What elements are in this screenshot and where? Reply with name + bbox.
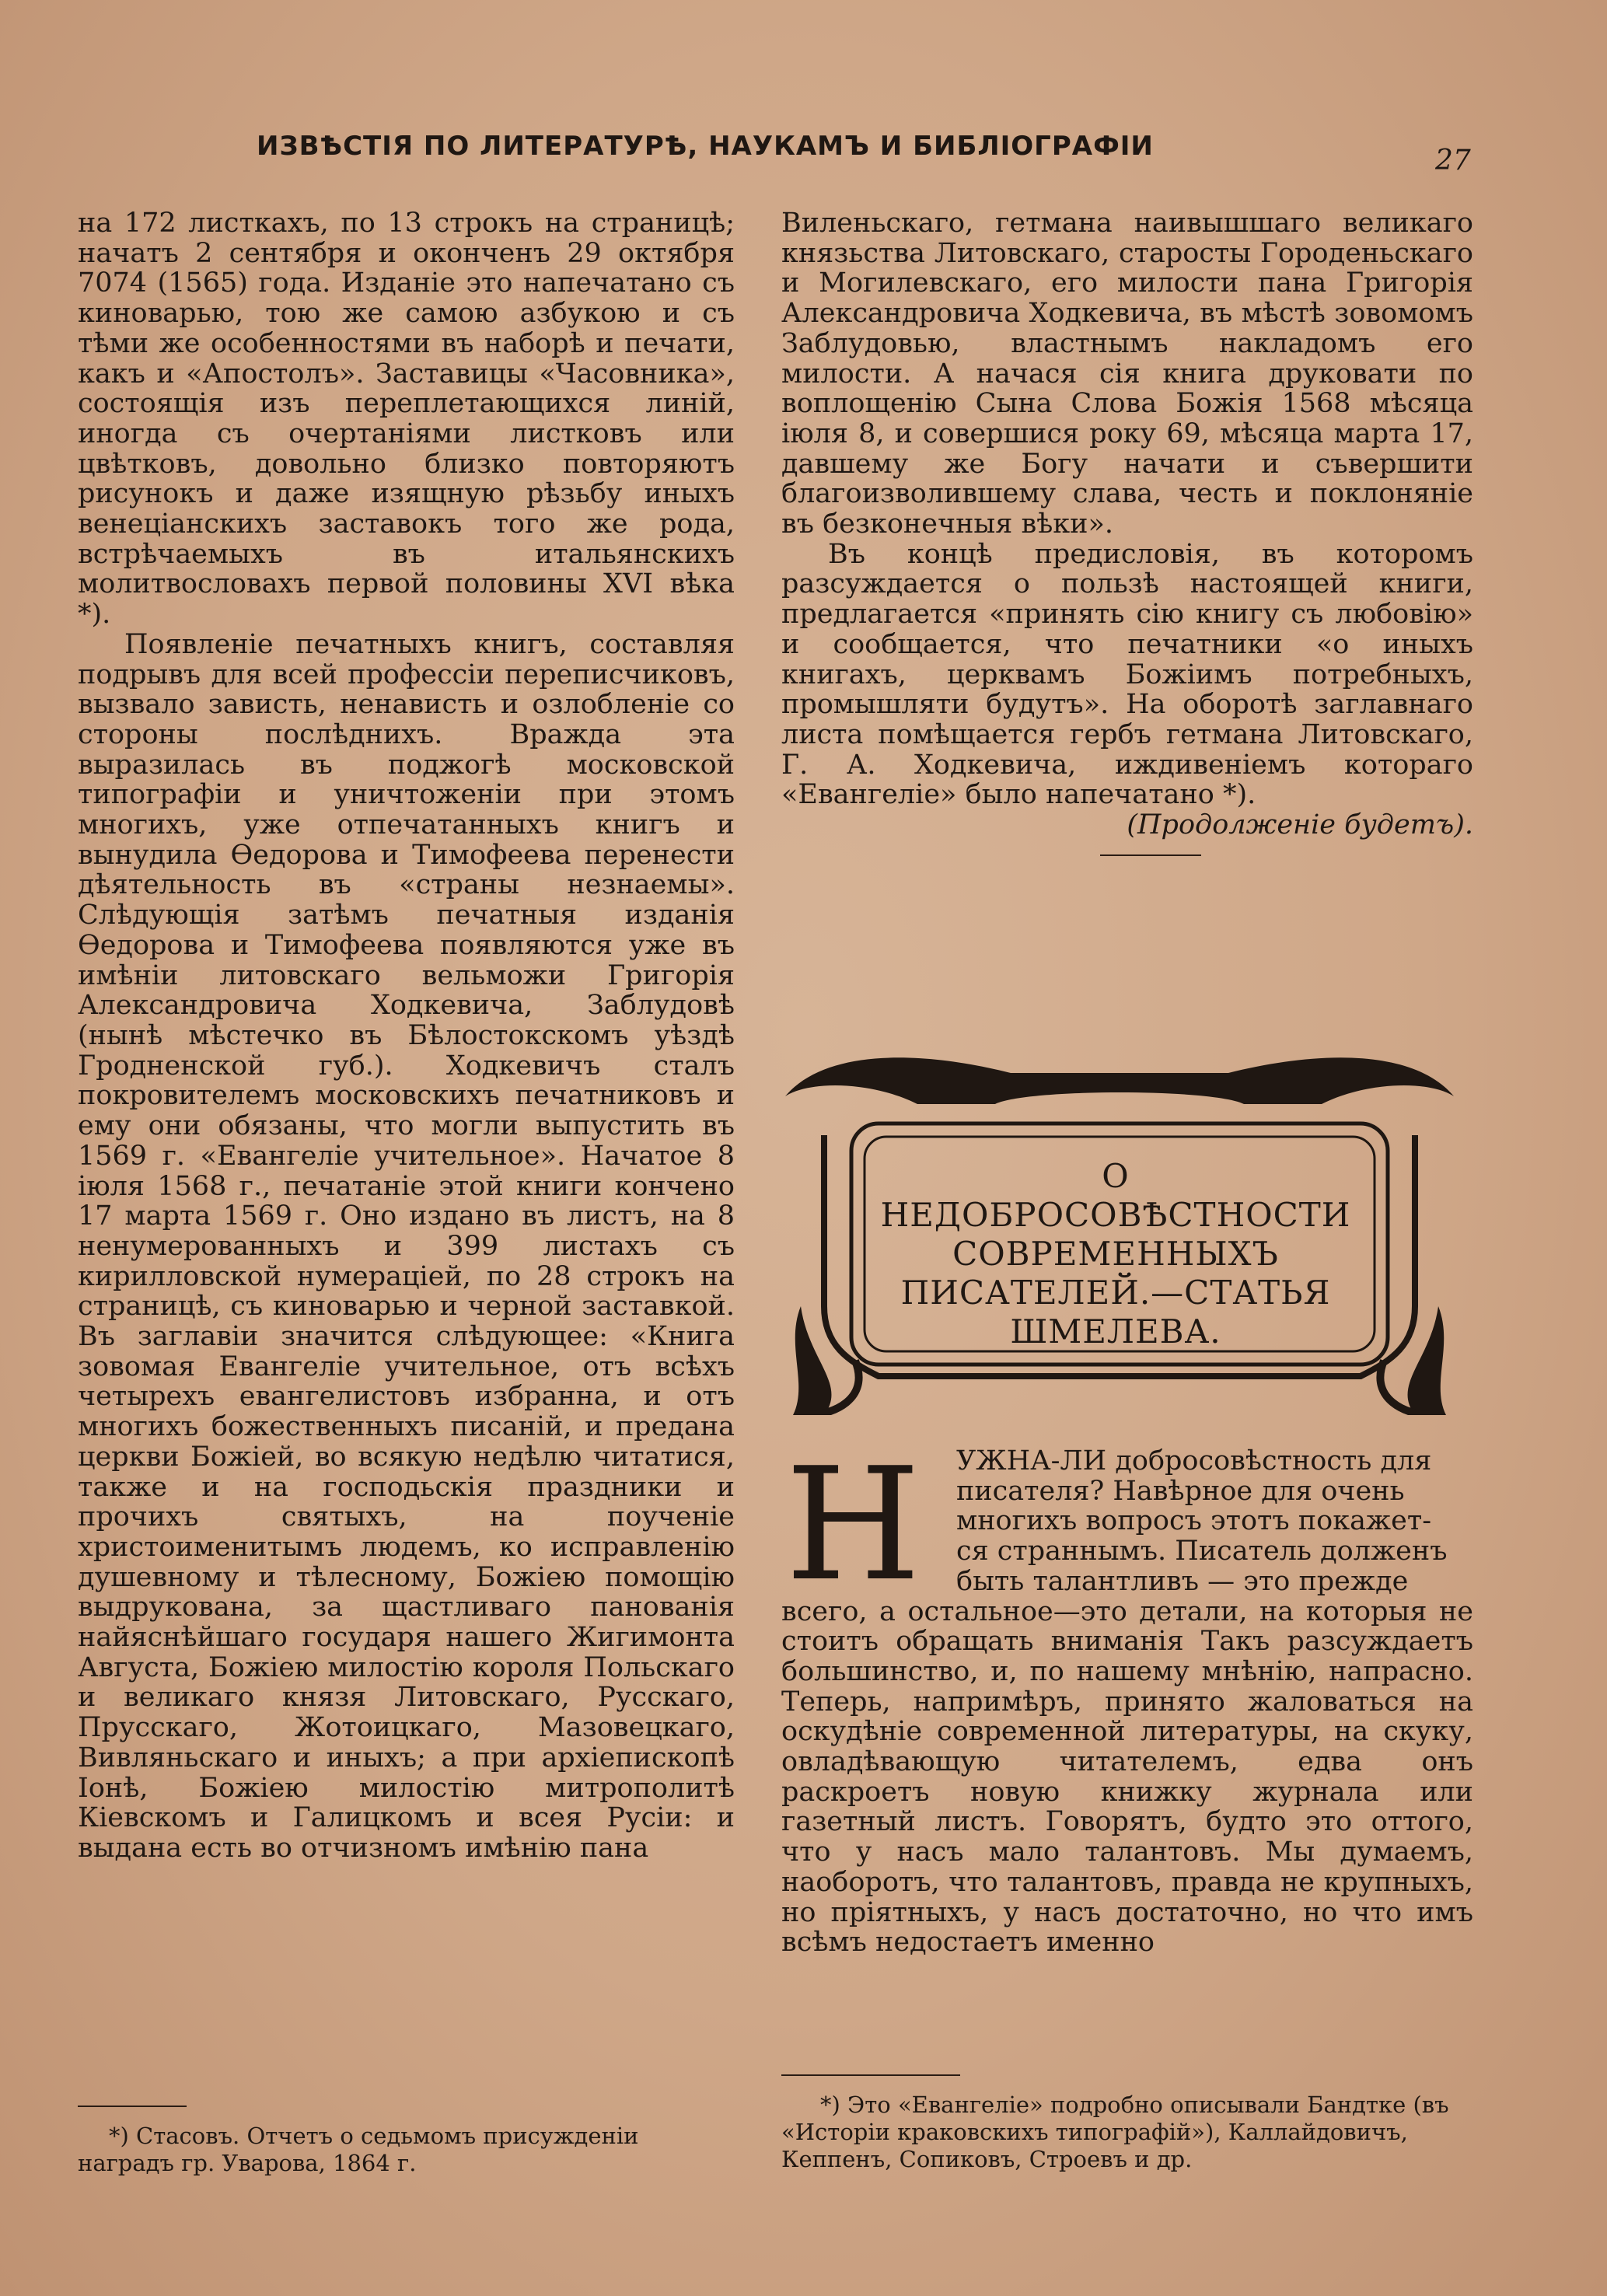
article-lead-line: писателя? Навѣрное для очень bbox=[956, 1475, 1405, 1507]
article-body bbox=[781, 1435, 1473, 1959]
right-footnote-rule bbox=[781, 2074, 960, 2076]
left-footnote-rule bbox=[78, 2106, 187, 2107]
running-header: ИЗВѢСТІЯ ПО ЛИТЕРАТУРѢ, НАУКАМЪ И БИБЛІОГРАФІИ bbox=[257, 131, 1154, 162]
article-lead-line: ся страннымъ. Писатель долженъ bbox=[956, 1536, 1448, 1567]
article-lead-line: многихъ вопросъ этотъ покажет- bbox=[956, 1505, 1432, 1537]
left-footnote: *) Стасовъ. Отчетъ о седьмомъ присужденіи наградъ гр. Уварова, 1864 г. bbox=[78, 2123, 639, 2176]
left-paragraph-1: на 172 листкахъ, по 13 строкъ на страницѣ; начатъ 2 сентября и оконченъ 29 октября 7074 (1565) года. Изданіе это напечатано съ киноварью, тою же самою азбукою и съ тѣми же особенностями въ наборѣ и печати, какъ и «Апостолъ». Заставицы «Часовника», состоящія изъ переплетающихся линій, иногда съ очертаніями листковъ или цвѣтковъ, довольно близко повторяютъ рисунокъ и даже изящную рѣзьбу иныхъ венеціанскихъ заставокъ того же рода, встрѣчаемыхъ въ итальянскихъ молитвословахъ первой половины XVI вѣка *). bbox=[78, 208, 735, 631]
left-paragraph-2: Появленіе печатныхъ книгъ, составляя подрывъ для всей профессіи переписчиковъ, вызвало зависть, ненависть и озлобленіе со стороны послѣднихъ. Вражда эта выразилась въ поджогѣ московской типографіи и уничтоженіи при этомъ многихъ, уже отпечатанныхъ книгъ и вынудила Ѳедорова и Тимофеева перенести дѣятельность въ «страны незнаемы». Слѣдующія затѣмъ печатныя изданія Ѳедорова и Тимофеева появляются уже въ имѣніи литовскаго вельможи Григорія Александровича Ходкевича, Заблудовѣ (нынѣ мѣстечко въ Бѣлостокскомъ уѣздѣ Гродненской губ.). Ходкевичъ сталъ покровителемъ московскихъ печатниковъ и ему они обязаны, что могли выпустить въ 1569 г. «Евангеліе учительное». Начатое 8 іюля 1568 г., печатаніе этой книги кончено 17 марта 1569 г. Оно издано въ листъ, на 8 ненумерованныхъ и 399 листахъ съ кирилловской нумераціей, по 28 строкъ на страницѣ, съ киноварью и черной заставкой. Въ заглавіи значится слѣдующее: «Книга зовомая Евангеліе учительное, отъ всѣхъ четырехъ евангелистовъ избранна, и отъ многихъ божественныхъ писаній, и предана церкви Божіей, во всякую недѣлю читатися, также и на господьскія праздники и прочихъ святыхъ, на поученіе христоименитымъ людемъ, ко исправленію душевному и тѣлесному, Божіею помощію выдрукована, за щастливаго панованія найяснѣйшаго государя нашего Жигимонта Августа, Божіею милостію короля Польскаго и великаго князя Литовскаго, Русскаго, Прусскаго, Жотоицкаго, Мазовецкаго, Вивляньскаго и иныхъ; а при архіепископѣ Іонѣ, Божіею милостію митрополитѣ Кіевскомъ и Галицкомъ и всея Русіи: и выдана есть во отчизномъ имѣнію пана bbox=[78, 628, 735, 1864]
article-lead-line: УЖНА-ЛИ добросовѣстность для bbox=[956, 1445, 1432, 1476]
article-lead-line: быть талантливъ — это прежде bbox=[956, 1565, 1409, 1597]
drop-cap: Н bbox=[785, 1435, 921, 1616]
section-divider bbox=[1100, 854, 1201, 856]
continued-note: (Продолженіе будетъ). bbox=[1127, 809, 1473, 841]
right-paragraph-2: Въ концѣ предисловія, въ которомъ разсуждается о пользѣ настоящей книги, предлагается «принять сію книгу съ любовію» и сообщается, что печатники «о иныхъ книгахъ, церквамъ Божіимъ потребныхъ, промышляти будутъ». На оборотѣ заглавнаго листа помѣщается гербъ гетмана Литовскаго, Г. А. Ходкевича, иждивеніемъ котораго «Евангеліе» было напечатано *). bbox=[781, 538, 1473, 811]
left-column bbox=[78, 208, 735, 1864]
article-paragraph: всего, а остальное—это детали, на которыя не стоитъ обращать вниманія Такъ разсуждаетъ большинство, и, по нашему мнѣнію, напрасно. Теперь, напримѣръ, принято жаловаться на оскудѣніе современной литературы, на скуку, овладѣвающую читателемъ, едва онъ раскроетъ новую книжку журнала или газетный листъ. Говорятъ, будто это оттого, что у насъ мало талантовъ. Мы думаемъ, наоборотъ, что талантовъ, правда не крупныхъ, но пріятныхъ, у насъ достаточно, но что имъ всѣмъ недостаетъ именно bbox=[781, 1595, 1473, 1959]
article-title: О НЕДОБРОСОВѢСТНОСТИ СОВРЕМЕННЫХЪ ПИСАТЕЛЕЙ.—СТАТЬЯ ШМЕЛЕВА. bbox=[880, 1157, 1351, 1351]
right-footnote: *) Это «Евангеліе» подробно описывали Бандтке (въ «Исторіи краковскихъ типографій»), Каллайдовичъ, Кеппенъ, Сопиковъ, Строевъ и др. bbox=[781, 2092, 1449, 2172]
right-column bbox=[781, 208, 1473, 856]
page-number: 27 bbox=[1435, 145, 1471, 176]
right-paragraph-1: Виленьскаго, гетмана наивышшаго великаго князьства Литовскаго, старосты Городеньскаго и Могилевскаго, его милости пана Григорія Александровича Ходкевича, въ мѣстѣ зовомомъ Заблудовью, властнымъ накладомъ его милости. А начася сія книга друковати по воплощенію Сына Слова Божія 1568 мѣсяца іюля 8, и совершися року 69, мѣсяца марта 17, давшему же Богу начати и съвершити благоизволившему слава, честь и поклоняніе въ безконечныя вѣки». bbox=[781, 208, 1473, 540]
